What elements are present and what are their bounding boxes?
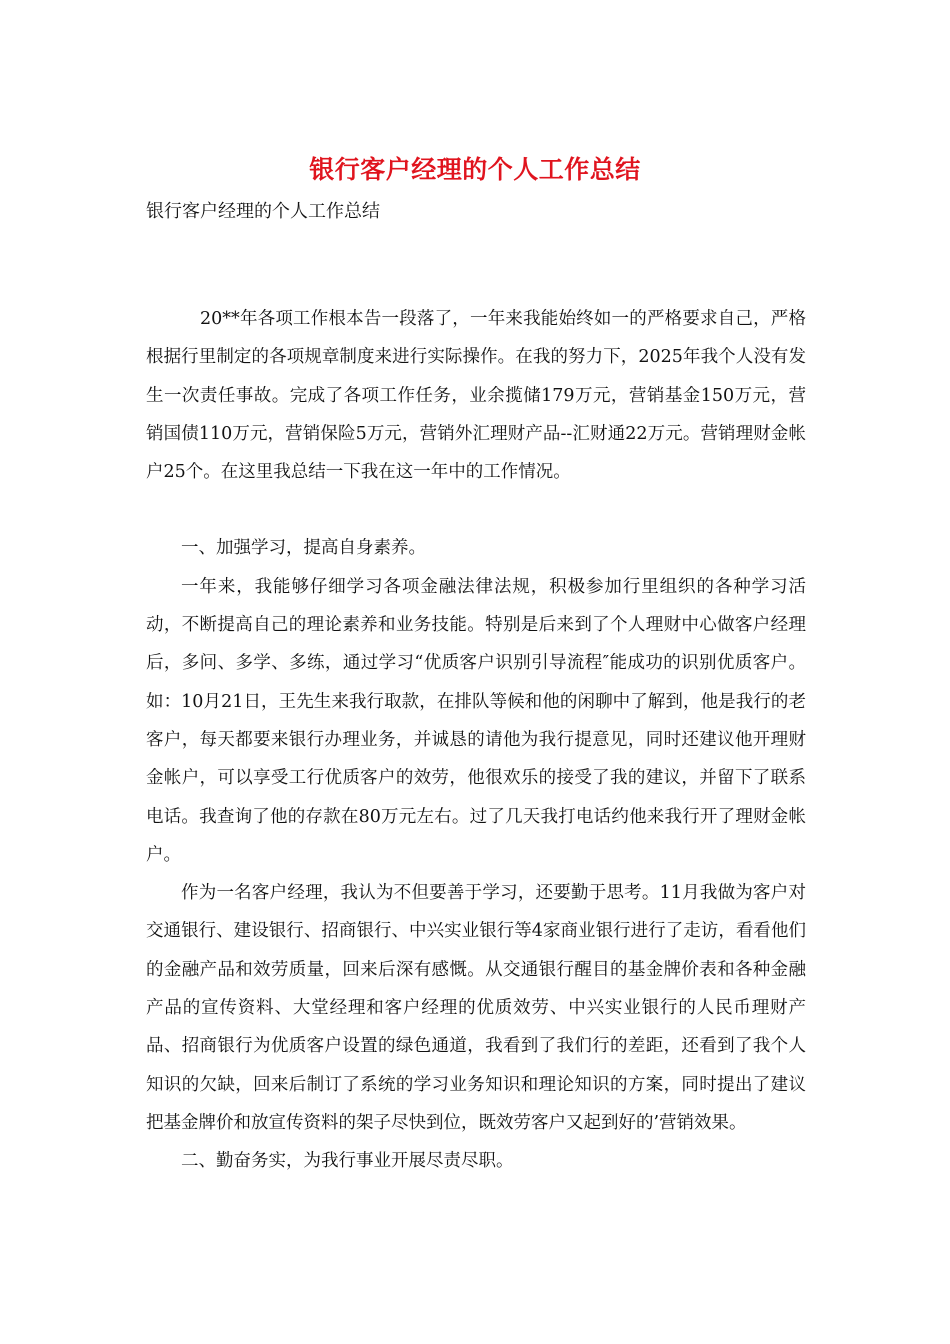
section-heading-2: 二、勤奋务实，为我行事业开展尽责尽职。 — [181, 1151, 514, 1172]
document-subtitle: 银行客户经理的个人工作总结 — [146, 201, 380, 222]
paragraph-study: 一年来，我能够仔细学习各项金融法律法规，积极参加行里组织的各种学习活动，不断提高自己的理论素养和业务技能。特别是后来到了个人理财中心做客户经理后，多问、多学、多练，通过学习“优质客户识别引导流程″能成功的识别优质客户。如：10月21日，王先生来我行取款，在排队等候和他的闲聊中了解到，他是我行的老客户，每天都要来银行办理业务，并诚恳的请他为我行提意见，同时还建议他开理财金帐户，可以享受工行优质客户的效劳，他很欢乐的接受了我的建议，并留下了联系电话。我查询了他的存款在80万元左右。过了几天我打电话约他来我行开了理财金帐户。 — [146, 576, 806, 865]
section-heading-1: 一、加强学习，提高自身素养。 — [181, 538, 426, 559]
document-body — [146, 300, 806, 1181]
document-title: 银行客户经理的个人工作总结 — [309, 155, 641, 184]
paragraph-intro: 20**年各项工作根本告一段落了，一年来我能始终如一的严格要求自己，严格根据行里制定的各项规章制度来进行实际操作。在我的努力下，2025年我个人没有发生一次责任事故。完成了各项工作任务，业余揽储179万元，营销基金150万元，营销国债110万元，营销保险5万元，营销外汇理财产品--汇财通22万元。营销理财金帐户25个。在这里我总结一下我在这一年中的工作情况。 — [146, 309, 806, 483]
paragraph-thinking: 作为一名客户经理，我认为不但要善于学习，还要勤于思考。11月我做为客户对交通银行、建设银行、招商银行、中兴实业银行等4家商业银行进行了走访，看看他们的金融产品和效劳质量，回来后深有感慨。从交通银行醒目的基金牌价表和各种金融产品的宣传资料、大堂经理和客户经理的优质效劳、中兴实业银行的人民币理财产品、招商银行为优质客户设置的绿色通道，我看到了我们行的差距，还看到了我个人知识的欠缺，回来后制订了系统的学习业务知识和理论知识的方案，同时提出了建议把基金牌价和放宣传资料的架子尽快到位，既效劳客户又起到好的’营销效果。 — [146, 883, 806, 1133]
